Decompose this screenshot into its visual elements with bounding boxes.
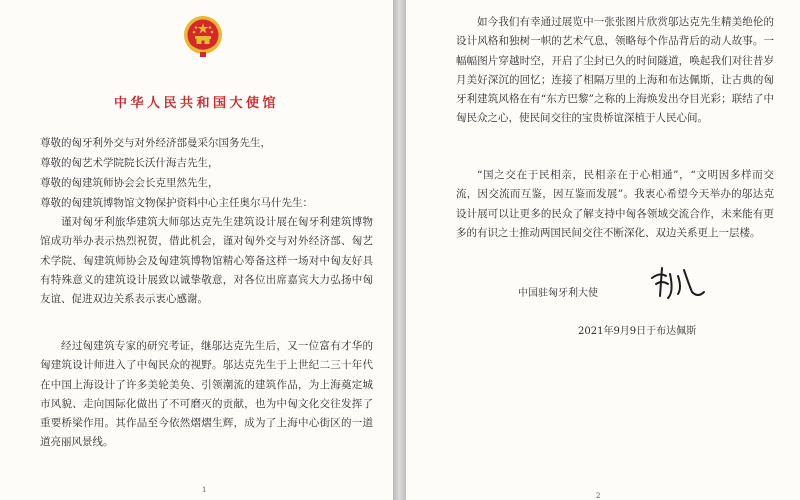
salutation-line: 尊敬的匈艺术学院院长沃什海吉先生， [40,157,219,169]
page-number: 2 [596,492,601,500]
salutation-line: 尊敬的匈建筑博物馆文物保护资料中心主任奥尔马什先生： [40,197,313,209]
body-paragraph: “国之交在于民相亲，民相亲在于心相通”，“文明因多样而交流，因交流而互鉴，因互鉴而发展”。我衷心希望今天举办的邬达克设计展可以让更多的民众了解支持中匈各领域交流合作，未来能有更多的有识之士推动两国民间交往不断深化、双边关系更上一层楼。 [456,169,774,239]
page-gutter [393,0,406,500]
salutation-list [40,133,380,213]
letter-page-2 [406,0,800,500]
national-emblem-icon [182,14,224,58]
embassy-letterhead-title: 中华人民共和国大使馆 [113,96,279,111]
body-paragraph: 谨对匈牙利旅华建筑大师邬达克先生建筑设计展在匈牙利建筑博物馆成功举办表示热烈祝贺，借此机会，谨对匈外交与对外经济部、匈艺术学院、匈建筑师协会及匈建筑博物馆精心筹备这样一场对中匈友好具有特殊意义的建筑设计展致以诚挚敬意，对各位出席嘉宾大力弘扬中匈友谊、促进双边关系表示衷心感谢。 [40,216,373,306]
letter-page-1 [0,0,393,500]
signature-title: 中国驻匈牙利大使 [518,288,598,299]
handwritten-signature-icon [648,262,706,302]
body-paragraph: 经过匈建筑专家的研究考证，继邬达克先生后，又一位富有才华的匈建筑设计师进入了中匈民众的视野。邬达克先生于上世纪二三十年代在中国上海设计了许多美轮美奂、引领潮流的建筑作品，为上海奠定城市风貌、走向国际化做出了不可磨灭的贡献，也为中匈文化交往发挥了重要桥梁作用。其作品至今依然熠熠生辉，成为了上海中心街区的一道道亮丽风景线。 [40,340,373,449]
body-paragraph: 如今我们有幸通过展览中一张张图片欣赏邬达克先生精美绝伦的设计风格和独树一帜的艺术气息，领略每个作品背后的动人故事。一幅幅图片穿越时空，开启了尘封已久的时间隧道，唤起我们对往昔岁月美好深沉的回忆；连接了相隔万里的上海和布达佩斯，让古典的匈牙利建筑风格在有“东方巴黎”之称的上海焕发出夺目光彩；联结了中匈民众之心，使民间交往的宝贵桥谊深植于人民心间。 [456,16,774,125]
letter-date: 2021年9月9日于布达佩斯 [578,326,697,337]
page-number: 1 [202,486,207,494]
salutation-line: 尊敬的匈牙利外交与对外经济部曼采尔国务先生， [40,137,271,149]
salutation-line: 尊敬的匈建筑师协会会长克里然先生， [40,177,219,189]
